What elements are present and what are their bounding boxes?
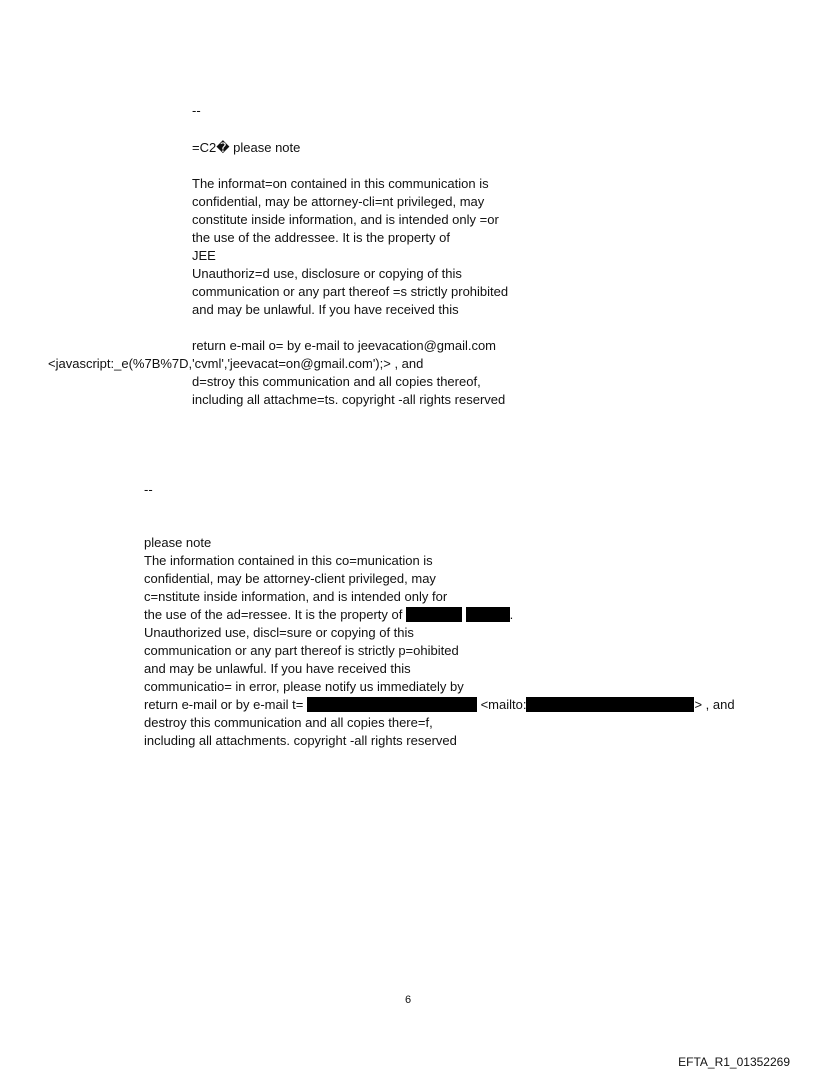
disclaimer-line: communicatio= in error, please notify us immediately by <box>144 679 464 694</box>
property-line-period: . <box>509 607 514 622</box>
return-email-text: return e-mail or by e-mail t= <box>144 697 304 712</box>
attachments-line: including all attachme=ts. copyright -all rights reserved <box>192 392 506 407</box>
redaction-box <box>466 607 510 622</box>
separator: -- <box>144 482 153 497</box>
javascript-link-line: <javascript:_e(%7B%7D,'cvml','jeevacat=on@gmail.com');> , and <box>48 356 424 371</box>
redaction-box <box>307 697 477 712</box>
disclaimer-line: and may be unlawful. If you have received this <box>192 302 459 317</box>
property-line <box>144 606 513 624</box>
disclaimer-line: The informat=on contained in this communication is <box>192 176 489 191</box>
disclaimer-line: communication or any part thereof =s strictly prohibited <box>192 284 509 299</box>
disclaimer-line: and may be unlawful. If you have received this <box>144 661 411 676</box>
disclaimer-line: c=nstitute inside information, and is intended only for <box>144 589 448 604</box>
please-note-line: =C2� please note <box>192 140 301 155</box>
disclaimer-line: including all attachments. copyright -all rights reserved <box>144 733 457 748</box>
destroy-line: d=stroy this communication and all copies thereof, <box>192 374 481 389</box>
redaction-box <box>526 697 694 712</box>
document-id: EFTA_R1_01352269 <box>678 1055 790 1069</box>
page-number: 6 <box>404 994 412 1006</box>
mailto-suffix: > , and <box>694 697 735 712</box>
please-note-line: please note <box>144 535 212 550</box>
separator: -- <box>192 103 201 118</box>
disclaimer-line: JEE <box>192 248 216 263</box>
disclaimer-line: destroy this communication and all copies there=f, <box>144 715 433 730</box>
disclaimer-line: The information contained in this co=munication is <box>144 553 433 568</box>
disclaimer-line: confidential, may be attorney-cli=nt privileged, may <box>192 194 485 209</box>
disclaimer-line: constitute inside information, and is intended only =or <box>192 212 499 227</box>
disclaimer-line: the use of the addressee. It is the property of <box>192 230 450 245</box>
mailto-text: <mailto: <box>480 697 527 712</box>
return-email-line: return e-mail o= by e-mail to jeevacation@gmail.com <box>192 338 497 353</box>
disclaimer-line: confidential, may be attorney-client privileged, may <box>144 571 436 586</box>
disclaimer-line: Unauthoriz=d use, disclosure or copying of this <box>192 266 462 281</box>
return-email-line <box>144 696 735 714</box>
redaction-box <box>406 607 462 622</box>
disclaimer-line: Unauthorized use, discl=sure or copying of this <box>144 625 414 640</box>
property-line-text: the use of the ad=ressee. It is the property of <box>144 607 403 622</box>
disclaimer-line: communication or any part thereof is strictly p=ohibited <box>144 643 459 658</box>
